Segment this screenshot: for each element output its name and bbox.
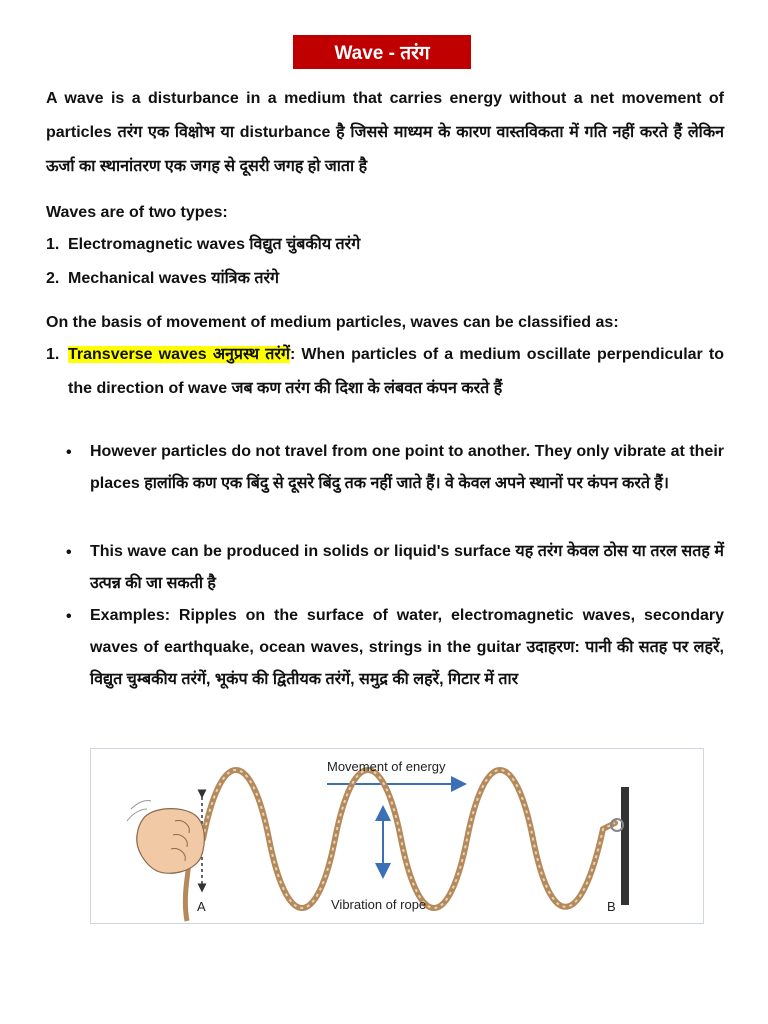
energy-label: Movement of energy — [327, 759, 446, 774]
transverse-paragraph — [68, 338, 724, 406]
types-heading: Waves are of two types: — [46, 204, 228, 221]
page-title: Wave - तरंग — [293, 35, 471, 69]
type-item-mechanical: Mechanical waves यांत्रिक तरंगे — [68, 270, 279, 287]
transverse-definition: : When particles of a medium oscillate perpendicular to the direction of wave जब कण तरंग की दिशा के लंबवत कंपन करते हैं — [68, 346, 724, 397]
transverse-term: Transverse waves अनुप्रस्थ तरंगें — [68, 346, 290, 363]
point-a-label: A — [197, 899, 206, 914]
classification-heading: On the basis of movement of medium particles, waves can be classified as: — [46, 314, 619, 331]
bullet-item-medium: This wave can be produced in solids or liquid's surface यह तरंग केवल ठोस या तरल सतह में उत्पन्न की जा सकती है — [90, 543, 724, 592]
bullet-marker: • — [66, 608, 72, 625]
point-b-label: B — [607, 899, 616, 914]
type-number: 2. — [46, 270, 60, 287]
bullet-marker: • — [66, 544, 72, 561]
intro-paragraph: A wave is a disturbance in a medium that carries energy without a net movement of particles तरंग एक विक्षोभ या disturbance है जिससे माध्यम के कारण वास्तविकता में गति नहीं करते हैं लेकिन ऊर्जा का स्थानांतरण एक जगह से दूसरी जगह हो जाता है — [46, 90, 724, 175]
bullet-item-examples: Examples: Ripples on the surface of water, electromagnetic waves, secondary waves of earthquake, ocean waves, strings in the guitar उदाहरण: पानी की सतह पर लहरें, विद्युत चुम्बकीय तरंगें, भूकंप की द्वितीयक तरंगें, समुद्र की लहरें, गिटार में तार — [90, 607, 724, 688]
bullet-item-particles: However particles do not travel from one point to another. They only vibrate at their places हालांकि कण एक बिंदु से दूसरे बिंदु तक नहीं जाते हैं। वे केवल अपने स्थानों पर कंपन करते हैं। — [90, 443, 724, 492]
transverse-number: 1. — [46, 346, 60, 363]
vibration-label: Vibration of rope — [331, 897, 427, 912]
type-item-electromagnetic: Electromagnetic waves विद्युत चुंबकीय तरंगे — [68, 236, 361, 253]
type-number: 1. — [46, 236, 60, 253]
rope-wave — [203, 770, 615, 908]
transverse-wave-figure — [90, 748, 704, 924]
bullet-marker: • — [66, 444, 72, 461]
hand-icon — [127, 800, 204, 873]
wall — [621, 787, 629, 905]
